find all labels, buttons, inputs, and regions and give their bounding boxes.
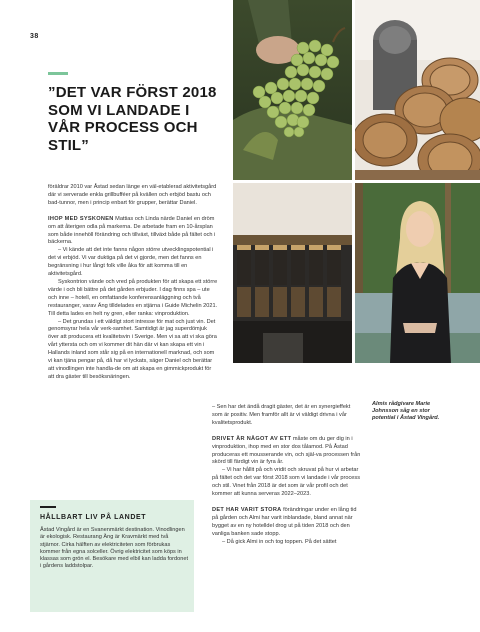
paragraph: – Vi kände att det inte fanns någon större utvecklingspotential i det vi erbjöd. Vi var duktiga på det vi gjorde, men det fanns en begränsning i hur långt folk ville åka för att komma till en aktivitetsgård. [48, 247, 214, 278]
sustainability-fact-box [30, 500, 194, 612]
paragraph: – Sen har det ändå dragit gäster, det är en synergieffekt som är positiv. Men framför allt är vi väldigt drivna i vår kvalitetsprodukt. [212, 404, 351, 426]
photo-caption: Almis rådgivare Marie Johnsson såg en stor potential i Åstad Vingård. [372, 401, 440, 422]
paragraph: IHOP MED SYSKONEN Mattias och Linda närde Daniel en dröm om att återigen odla på markerna. De arbetade fram en 10-årsplan som både innehöll förändring och tillväxt, tillväxt både på fältet och i bäckerna. [48, 215, 216, 246]
paragraph-lead: DET HAR VARIT STORA [212, 506, 282, 513]
paragraph: – Då gick Almi in och tog toppen. På det sättet [222, 538, 337, 545]
paragraph: DET HAR VARIT STORA förändringar under en lång tid på gården och Almi har varit inblandade, bland annat när bygget av en ny hotelldel drog ut på tiden 2018 och den vanliga banken sade stopp. [212, 506, 357, 537]
paragraph-lead: IHOP MED SYSKONEN [48, 215, 114, 222]
paragraph-lead: DRIVET ÄR NÅGOT AV ETT [212, 435, 292, 442]
portrait-photo [355, 183, 480, 363]
headline-accent-line [48, 72, 68, 75]
bottles-photo [233, 183, 352, 363]
fact-box-accent-line [40, 506, 56, 508]
paragraph: DRIVET ÄR NÅGOT AV ETT måste om du ger dig in i vinproduktion, ihop med en stor dos tålamod. På Åstad produceras ett mousserande vin, och själ-va processen från skörd till färdigt vin är fyra år. [212, 435, 361, 466]
paragraph: – Vi har hållit på och vridit och skruvat på hur vi arbetar på fältet och det var först 2018 som vi landade i vår process och stil. Vinet från 2018 är det som är vår profil och det kommer att kunna serveras 2022–2023. [212, 467, 361, 498]
headline: ”DET VAR FÖRST 2018 SOM VI LANDADE I VÅR PROCESS OCH STIL” [48, 84, 217, 154]
fact-box-text: Åstad Vingård är en Svanenmärkt destination. Vinodlingen är ekologisk. Restaurang Äng är Kravmärkt med två stjärnor. Cirka hälften av elektriciteten som förbrukas kommer från egna solceller. Övrig elektricitet som köps in klassas som grön el. Besökare med elbil kan ladda fordonet i gårdens laddstolpar. [40, 527, 189, 570]
article-column-right [212, 404, 362, 547]
paragraph: Syskontrion vände och vred på produkten för att skapa ett större värde i och bli bättre på det gården erbjuder. I dag finns spa – ute och inne – hotell, en omfattande konferensanläggning och två restauranger, varav Äng tilldelades en stjärna i Guide Michelin 2021. Till detta lades en helt ny gren, eller ranka: vinproduktion. [48, 278, 218, 317]
page-number: 38 [30, 33, 39, 40]
paragraph: föräldrar 2010 var Åstad sedan länge en väl-etablerad aktivitetsgård där vi serverade enkla grillbufféer på kvällen och erbjöd bastu och bad-tunnor, men i princip enbart för grupper, berättar Daniel. [48, 184, 217, 206]
article-column-left [48, 184, 218, 382]
cellar-photo [355, 0, 480, 180]
grapes-photo [233, 0, 352, 180]
fact-box-title: HÅLLBART LIV PÅ LANDET [40, 514, 147, 521]
paragraph: – Det grundas i ett väldigt stort intresse för mat och just vin. Det genomsyrar hela vår verk-samhet. Samtidigt är jag superdömjuk över att producera ett kvalitetsvin i Sverige. Men vi sa att vi ska göra vårt yttersta och om vi kommer dit hän där vi kan skapa ett vin i Hallands inland som står sig på en internationell marknad, och som vi kan tjäna pengar på, då har vi lyckats, säger Daniel och berättar att vinodlingen inte handla-de om att skapa en gimmickprodukt för att dra gäster till besöksnäringen. [48, 318, 217, 380]
